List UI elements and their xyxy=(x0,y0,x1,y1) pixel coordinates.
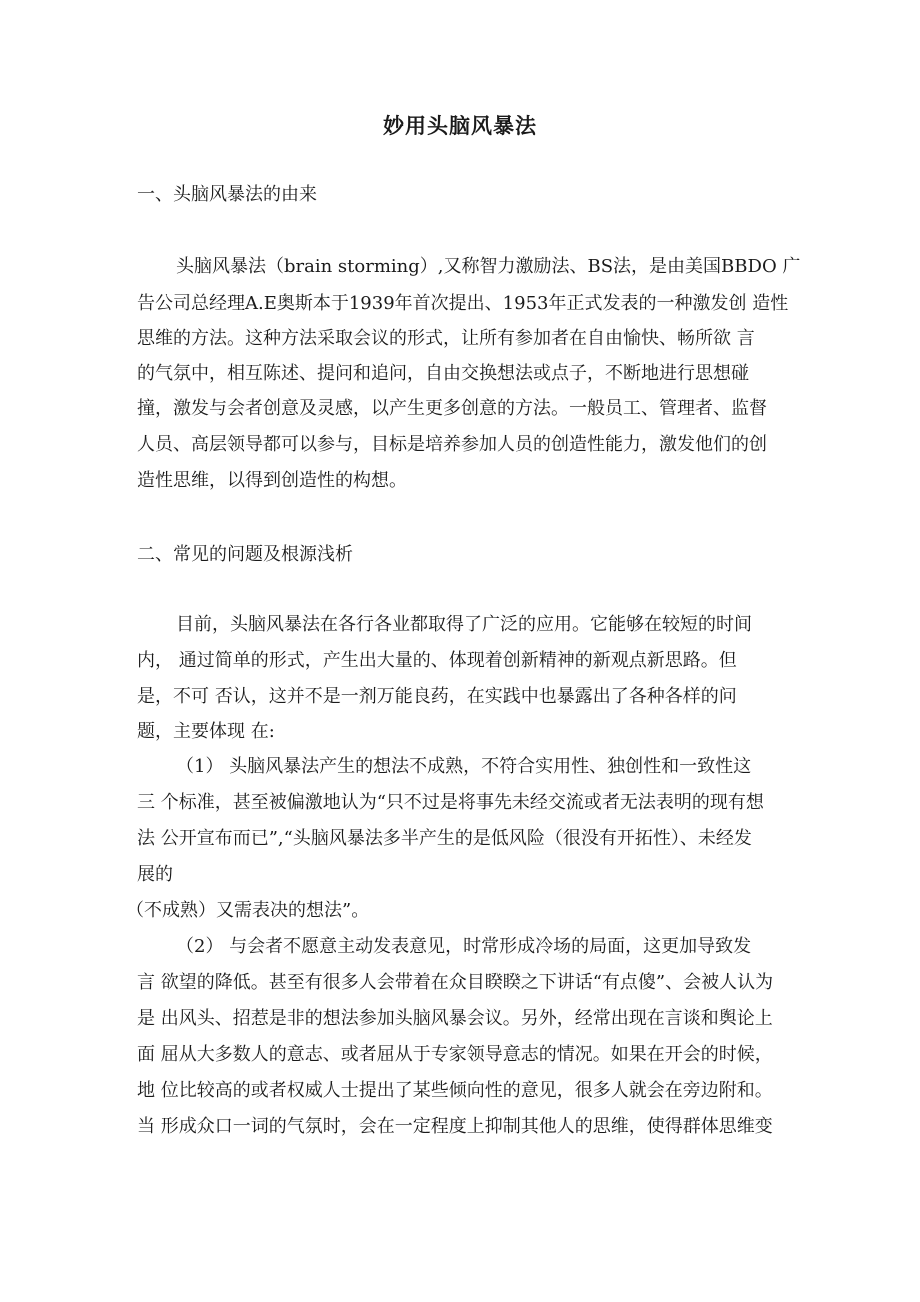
paragraph-line: （不成熟）又需表决的想法”。 xyxy=(126,900,370,921)
paragraph-line: 展的 xyxy=(137,864,173,885)
paragraph-line: 法 公开宣布而已”,“头脑风暴法多半产生的是低风险（很没有开拓性）、未经发 xyxy=(137,828,752,849)
paragraph-line: 三 个标准，甚至被偏激地认为“只不过是将事先未经交流或者无法表明的现有想 xyxy=(137,792,764,813)
paragraph-line: 内， 通过简单的形式，产生出大量的、体现着创新精神的新观点新思路。但 xyxy=(137,650,737,671)
section-heading-problems: 二、常见的问题及根源浅析 xyxy=(137,544,353,565)
paragraph-line: 是 出风头、招惹是非的想法参加头脑风暴会议。另外，经常出现在言谈和舆论上 xyxy=(137,1008,773,1029)
paragraph-line: 地 位比较高的或者权威人士提出了某些倾向性的意见，很多人就会在旁边附和。 xyxy=(137,1080,773,1101)
paragraph-line: 当 形成众口一词的气氛时，会在一定程度上抑制其他人的思维，使得群体思维变 xyxy=(137,1116,773,1137)
paragraph-line: 的气氛中，相互陈述、提问和追问，自由交换想法或点子，不断地进行思想碰 xyxy=(137,363,749,384)
section-heading-origin: 一、头脑风暴法的由来 xyxy=(137,184,317,205)
paragraph-line: 撞，激发与会者创意及灵感，以产生更多创意的方法。一般员工、管理者、监督 xyxy=(137,398,767,419)
paragraph-line: 人员、高层领导都可以参与，目标是培养参加人员的创造性能力，激发他们的创 xyxy=(137,434,767,455)
paragraph-line: 告公司总经理A.E奥斯本于1939年首次提出、1953年正式发表的一种激发创 造性 xyxy=(137,293,789,314)
paragraph-line: 题，主要体现 在: xyxy=(137,721,275,742)
paragraph-line: 头脑风暴法（brain storming）,又称智力激励法、BS法，是由美国BBDO 广 xyxy=(176,256,801,277)
paragraph-line: 目前，头脑风暴法在各行各业都取得了广泛的应用。它能够在较短的时间 xyxy=(176,614,752,635)
list-item-line: （2） 与会者不愿意主动发表意见，时常形成冷场的局面，这更加导致发 xyxy=(176,936,752,957)
paragraph-line: 言 欲望的降低。甚至有很多人会带着在众目睽睽之下讲话“有点傻”、会被人认为 xyxy=(137,972,774,993)
paragraph-line: 思维的方法。这种方法采取会议的形式，让所有参加者在自由愉快、畅所欲 言 xyxy=(137,328,755,349)
paragraph-line: 面 屈从大多数人的意志、或者屈从于专家领导意志的情况。如果在开会的时候， xyxy=(137,1044,773,1065)
document-title: 妙用头脑风暴法 xyxy=(383,113,537,138)
paragraph-line: 造性思维，以得到创造性的构想。 xyxy=(137,470,407,491)
paragraph-line: 是，不可 否认，这并不是一剂万能良药，在实践中也暴露出了各种各样的问 xyxy=(137,686,737,707)
list-item-line: （1） 头脑风暴法产生的想法不成熟，不符合实用性、独创性和一致性这 xyxy=(176,756,752,777)
